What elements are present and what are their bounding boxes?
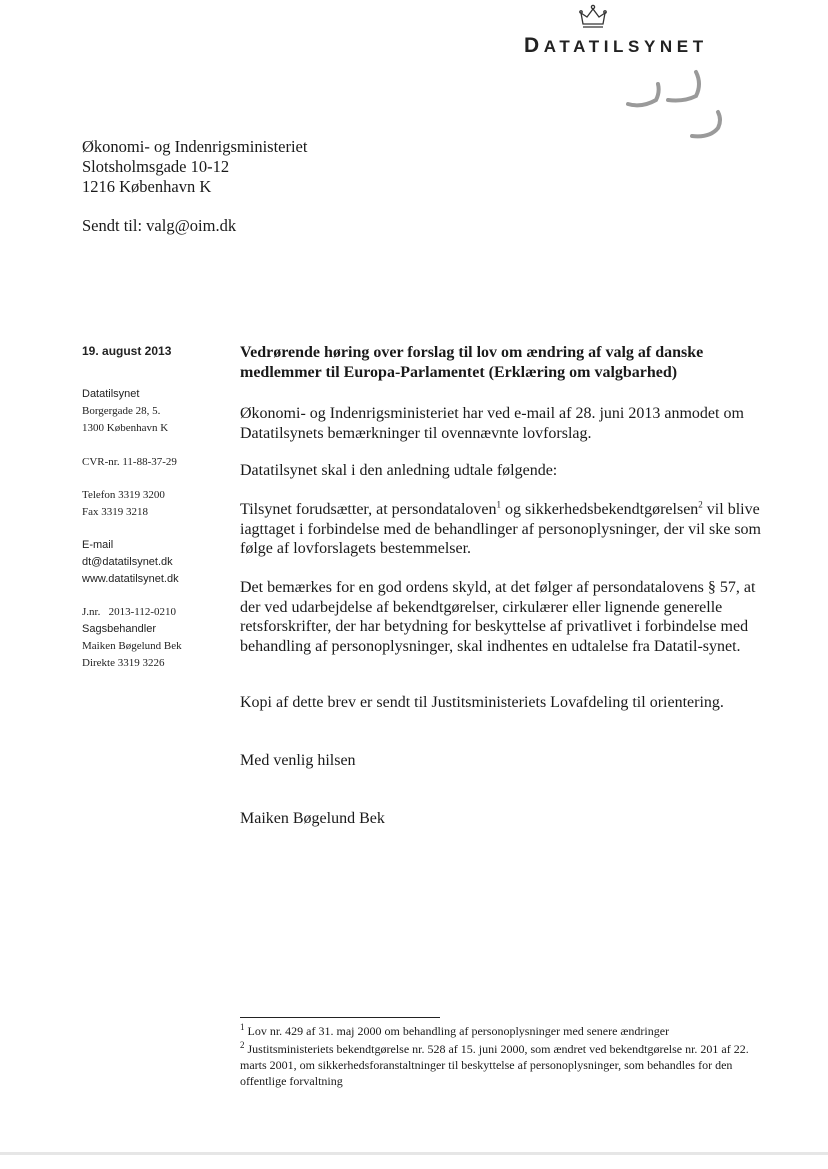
footnote-divider	[240, 1017, 440, 1018]
sender-phone: Telefon 3319 3200	[82, 489, 165, 501]
handwritten-mark	[620, 62, 730, 147]
page-edge	[0, 1152, 828, 1155]
logo-wordmark	[524, 34, 708, 58]
sender-email: dt@datatilsynet.dk	[82, 556, 173, 568]
crown-icon	[578, 4, 608, 30]
case-label: Sagsbehandler	[82, 623, 157, 635]
footnote-2-text: Justitsministeriets bekendtgørelse nr. 528 af 15. juni 2000, som ændret ved bekendtgørelse nr. 201 af 22. marts 2001, om sikkerhedsforanstaltninger til beskyttelse af personoplysninger, som behandles for den offentlige forvaltning	[240, 1042, 749, 1088]
letter-subject: Vedrørende høring over forslag til lov om ændring af valg af danske medlemmer til Europa-Parlamentet (Erklæring om valgbarhed)	[240, 344, 704, 381]
paragraph-3	[240, 500, 765, 559]
direct-phone: Direkte 3319 3226	[82, 657, 165, 669]
paragraph-5: Kopi af dette brev er sendt til Justitsministeriets Lovafdeling til orientering.	[240, 694, 724, 711]
paragraph-3-part-a: Tilsynet forudsætter, at persondataloven	[240, 501, 497, 518]
sender-street: Borgergade 28, 5.	[82, 405, 161, 417]
footnote-2	[240, 1041, 765, 1089]
footnote-1	[240, 1023, 765, 1039]
footnote-ref-2: 2	[698, 499, 703, 510]
paragraph-4: Det bemærkes for en god ordens skyld, at det følger af persondatalovens § 57, at der ved udarbejdelse af bekendtgørelser, cirkulærer eller lignende generelle retsforskrifter, der har betydning for beskyttelse af privatlivet i forbindelse med behandling af personoplysninger, skal indhentes en udtalelse fra Datatil-synet.	[240, 579, 756, 655]
sender-fax: Fax 3319 3218	[82, 506, 148, 518]
closing: Med venlig hilsen	[240, 752, 356, 769]
paragraph-2: Datatilsynet skal i den anledning udtale følgende:	[240, 462, 558, 479]
letter-date: 19. august 2013	[82, 344, 172, 358]
footnote-2-mark: 2	[240, 1040, 245, 1050]
footnote-ref-1: 1	[496, 499, 502, 510]
paragraph-3-part-b: og sikkerhedsbekendtgørelsen	[501, 501, 699, 518]
paragraph-3-part-c: vil blive iagttaget i forbindelse med de behandlinger af personoplysninger, der vil ske som følge af lovforslagets bestemmelser.	[240, 501, 761, 557]
recipient-line-1: Økonomi- og Indenrigsministeriet	[82, 137, 308, 156]
logo-rest: ATATILSYNET	[543, 37, 708, 56]
footnote-1-text: Lov nr. 429 af 31. maj 2000 om behandling af personoplysninger med senere ændringer	[244, 1024, 670, 1038]
sent-to: Sendt til: valg@oim.dk	[82, 216, 237, 235]
paragraph-1: Økonomi- og Indenrigsministeriet har ved e-mail af 28. juni 2013 anmodet om Datatilsynets bemærkninger til ovennævnte lovforslag.	[240, 405, 744, 442]
recipient-line-2: Slotsholmsgade 10-12	[82, 157, 230, 176]
sender-city: 1300 København K	[82, 422, 169, 434]
recipient-line-3: 1216 København K	[82, 177, 212, 196]
sender-cvr: CVR-nr. 11-88-37-29	[82, 456, 177, 468]
case-officer: Maiken Bøgelund Bek	[82, 640, 182, 652]
footnote-1-mark: 1	[240, 1022, 245, 1032]
journal-number: J.nr. 2013-112-0210	[82, 606, 177, 618]
sender-website: www.datatilsynet.dk	[82, 573, 179, 585]
sender-org: Datatilsynet	[82, 388, 140, 400]
logo-initial: D	[524, 34, 544, 57]
signature-name: Maiken Bøgelund Bek	[240, 810, 385, 827]
email-label: E-mail	[82, 539, 114, 551]
